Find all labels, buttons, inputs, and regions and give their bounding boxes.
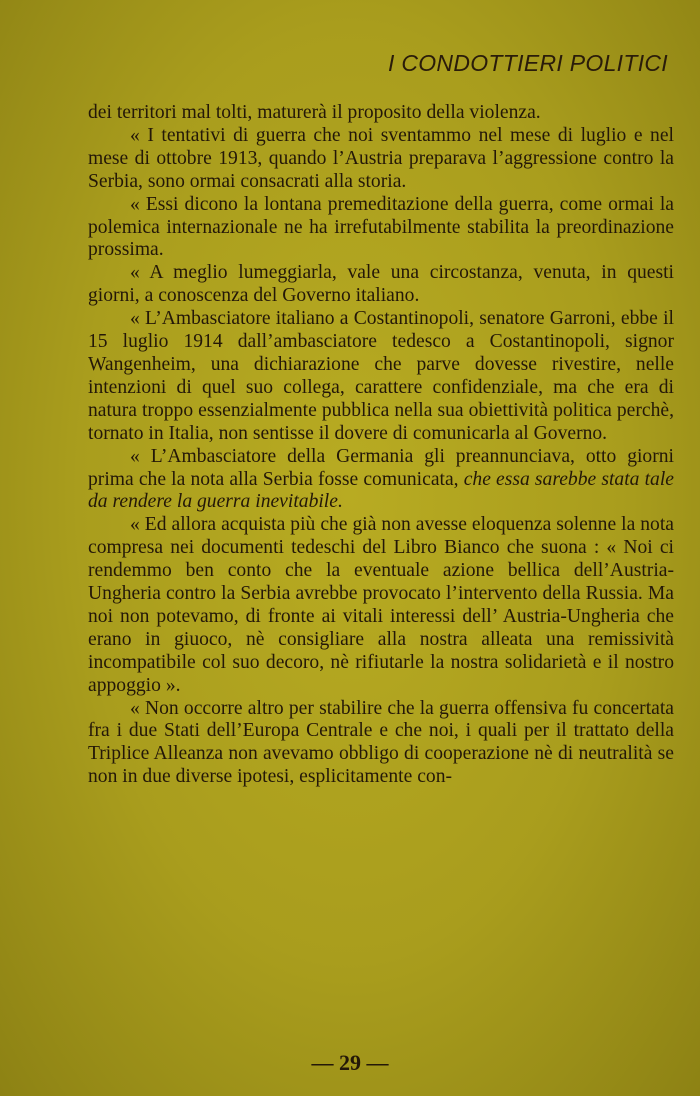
body-text (88, 102, 674, 789)
running-title: I CONDOTTIERI POLITICI (387, 50, 668, 76)
paragraph-premeditation: « Essi dicono la lontana premeditazione della guerra, come ormai la polemica internazionale ne ha irrefutabilmente stabilita la preordinazione prossima. (88, 193, 674, 261)
paragraph-white-book: « Ed allora acquista più che già non avesse eloquenza solenne la nota compresa nei documenti tedeschi del Libro Bianco che suona : « Noi ci rendemmo ben conto che la eventuale azione bellica dell’Austria-Ungheria contro la Serbia avrebbe provocato l’intervento della Russia. Ma noi non potevamo, di fronte ai vitali interessi dell’ Austria-Ungheria che erano in giuoco, nè consigliare alla nostra alleata una remissività incompatibile col suo decoro, nè rifiutarle la nostra solidarietà e il nostro appoggio ». (88, 514, 674, 696)
paragraph-german-ambassador (88, 446, 674, 515)
paragraph-ambassador-garroni: « L’Ambasciatore italiano a Costantinopoli, senatore Garroni, ebbe il 15 luglio 1914 dall’ambasciatore tedesco a Costantinopoli, signor Wangenheim, una dichiarazione che parve dovesse rivestire, nelle intenzioni di quel suo collega, carattere confidenziale, ma che era di natura troppo essenzialmente pubblica nella sua obiettività politica perchè, tornato in Italia, non sentisse il dovere di comunicarla al Governo. (88, 308, 674, 444)
italic-quote-inevitable-war: che essa sarebbe stata tale da rendere la guerra inevitabile. (88, 468, 674, 513)
paragraph-continuation: dei territori mal tolti, maturerà il proposito della violenza. (88, 102, 541, 123)
page-number: — 29 — (311, 1050, 389, 1075)
paragraph-circumstance: « A meglio lumeggiarla, vale una circostanza, venuta, in questi giorni, a conoscenza del Governo italiano. (88, 262, 674, 307)
paragraph-offensive-war: « Non occorre altro per stabilire che la guerra offensiva fu concertata fra i due Stati dell’Europa Centrale e che noi, i quali per il trattato della Triplice Alleanza non avevamo obbligo di cooperazione nè di neutralità se non in due diverse ipotesi, esplicitamente con- (88, 697, 674, 788)
paragraph-attempts-of-war: « I tentativi di guerra che noi sventammo nel mese di luglio e nel mese di ottobre 1913, quando l’Austria preparava l’aggressione contro la Serbia, sono ormai consacrati alla storia. (88, 124, 674, 192)
paragraph-german-ambassador-text: « L’Ambasciatore della Germania gli preannunciava, otto giorni prima che la nota alla Serbia fosse comunicata, (88, 445, 674, 490)
